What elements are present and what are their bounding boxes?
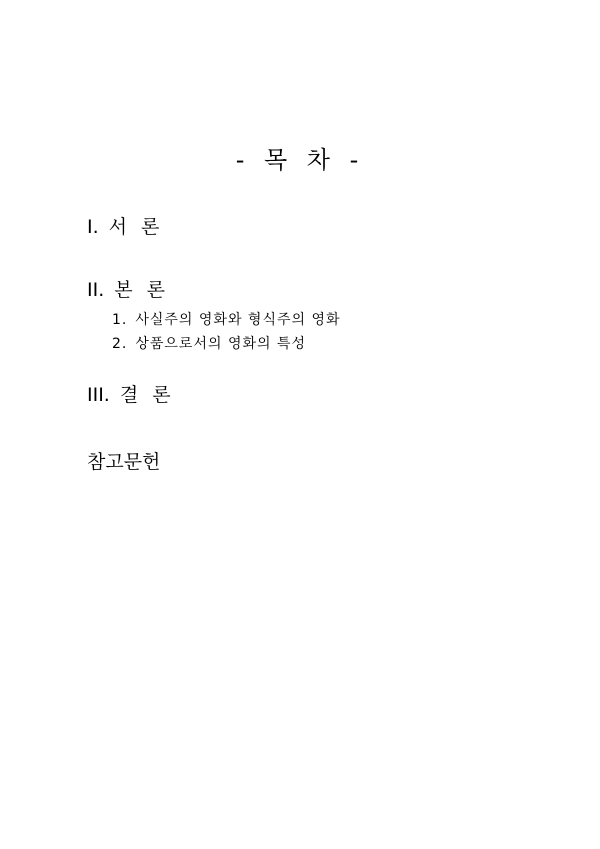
section-number: II. — [87, 279, 105, 301]
section-number: I. — [87, 216, 99, 238]
section-number: III. — [87, 384, 110, 406]
toc-subsection-realism-formalism — [112, 309, 341, 329]
toc-title: - 목 차 - — [235, 146, 365, 174]
subsection-title: 상품으로서의 영화의 특성 — [135, 336, 307, 352]
subsection-number: 1. — [112, 312, 128, 328]
toc-section-conclusion — [87, 380, 175, 407]
section-title: 서 론 — [108, 216, 164, 238]
subsection-title: 사실주의 영화와 형식주의 영화 — [135, 312, 341, 328]
section-title: 본 론 — [114, 279, 169, 301]
subsection-number: 2. — [112, 336, 128, 352]
toc-section-introduction — [87, 212, 163, 239]
toc-references: 참고문헌 — [87, 451, 161, 473]
section-title: 결 론 — [119, 384, 175, 406]
toc-subsection-film-as-commodity — [112, 333, 306, 353]
toc-section-body — [87, 275, 169, 302]
